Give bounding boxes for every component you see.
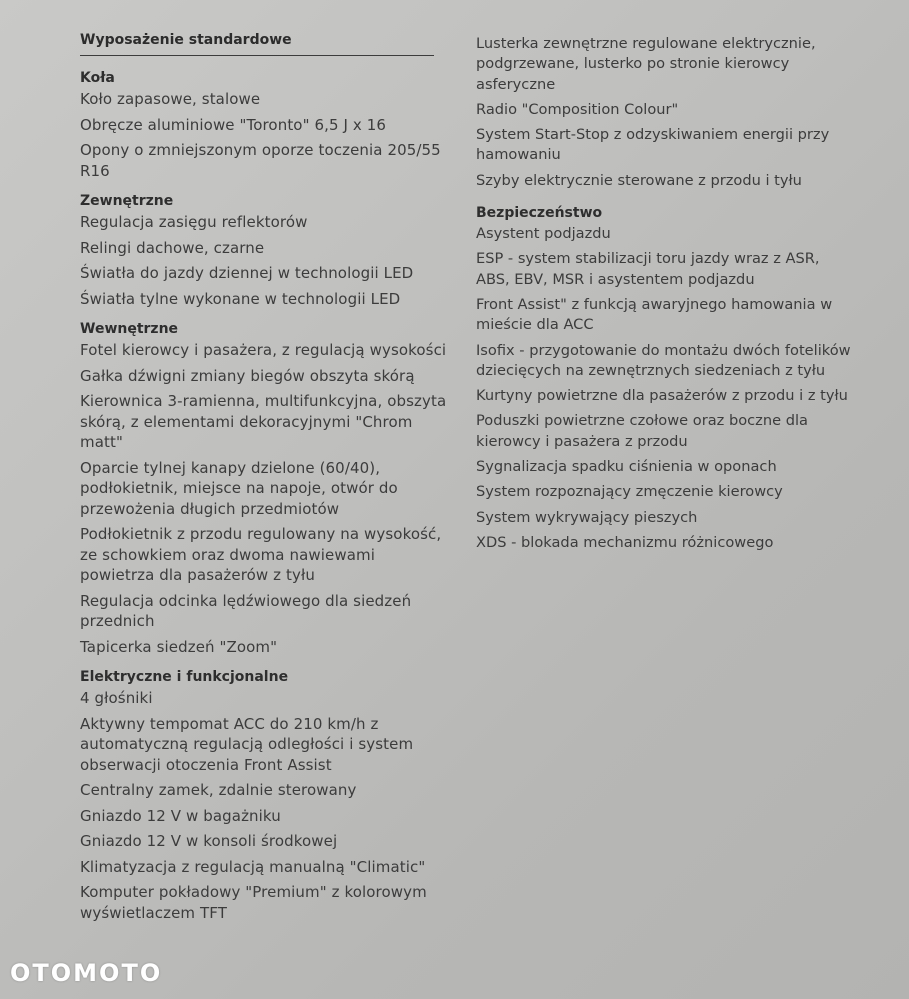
list-item: Centralny zamek, zdalnie sterowany (80, 781, 357, 799)
list-item: Szyby elektrycznie sterowane z przodu i tyłu (476, 171, 802, 189)
list-item: System Start-Stop z odzyskiwaniem energii przy hamowaniu (476, 126, 830, 164)
section-heading: Zewnętrzne (80, 193, 174, 209)
right-intro-list (476, 34, 856, 191)
list-item: Gniazdo 12 V w konsoli środkowej (80, 832, 338, 850)
list-item: Tapicerka siedzeń "Zoom" (80, 637, 278, 656)
right-sections (476, 204, 856, 564)
list-item: Opony o zmniejszonym oporze toczenia 205/55 R16 (80, 141, 441, 180)
otomoto-logo: OTOMOTO (10, 959, 163, 987)
section (476, 204, 856, 553)
left-sections (80, 69, 450, 934)
section (80, 668, 450, 923)
list-item: Koło zapasowe, stalowe (80, 90, 261, 108)
list-item: Fotel kierowcy i pasażera, z regulacją wysokości (80, 341, 447, 359)
list-item: ESP - system stabilizacji toru jazdy wraz z ASR, ABS, EBV, MSR i asystentem podjazdu (476, 250, 820, 288)
list-item: Regulacja odcinka lędźwiowego dla siedzeń przednich (80, 591, 412, 630)
section (80, 320, 450, 657)
list-item: Podłokietnik z przodu regulowany na wysokość, ze schowkiem oraz dwoma nawiewami powietrza dla pasażerów z tyłu (80, 525, 442, 584)
left-column (80, 32, 450, 934)
list-item: Kierownica 3-ramienna, multifunkcyjna, obszyta skórą, z elementami dekoracyjnymi "Chrom matt" (80, 392, 447, 451)
section (80, 192, 450, 309)
list-item: XDS - blokada mechanizmu różnicowego (476, 533, 774, 551)
list-item: Sygnalizacja spadku ciśnienia w oponach (476, 458, 777, 476)
list-item: Lusterka zewnętrzne regulowane elektrycznie, podgrzewane, lusterko po stronie kierowcy asferyczne (476, 35, 816, 93)
document-title: Wyposażenie standardowe (80, 32, 434, 56)
section-heading: Elektryczne i funkcjonalne (80, 669, 289, 685)
section-heading: Bezpieczeństwo (476, 205, 603, 222)
list-item: Radio "Composition Colour" (476, 100, 679, 118)
list-item: System rozpoznający zmęczenie kierowcy (476, 483, 783, 501)
list-item: Światła do jazdy dziennej w technologii LED (80, 264, 414, 282)
list-item: Aktywny tempomat ACC do 210 km/h z automatyczną regulacją odległości i system obserwacji otoczenia Front Assist (80, 714, 414, 774)
section-heading: Koła (80, 70, 115, 86)
list-item: Asystent podjazdu (476, 225, 611, 243)
list-item: Światła tylne wykonane w technologii LED (80, 289, 401, 308)
list-item: Gniazdo 12 V w bagażniku (80, 806, 281, 825)
list-item: 4 głośniki (80, 689, 153, 707)
list-item: System wykrywający pieszych (476, 508, 698, 526)
section (80, 69, 450, 181)
list-item: Isofix - przygotowanie do montażu dwóch fotelików dziecięcych na zewnętrznych siedzeniach z tyłu (476, 341, 851, 379)
list-item: Regulacja zasięgu reflektorów (80, 213, 308, 231)
list-item: Oparcie tylnej kanapy dzielone (60/40), podłokietnik, miejsce na napoje, otwór do przewożenia długich przedmiotów (80, 458, 398, 518)
list-item: Gałka dźwigni zmiany biegów obszyta skórą (80, 366, 415, 385)
list-item: Klimatyzacja z regulacją manualną "Climatic" (80, 857, 426, 876)
right-column (476, 34, 856, 564)
list-item: Obręcze aluminiowe "Toronto" 6,5 J x 16 (80, 115, 386, 134)
list-item: Front Assist" z funkcją awaryjnego hamowania w mieście dla ACC (476, 295, 833, 334)
list-item: Kurtyny powietrzne dla pasażerów z przodu i z tyłu (476, 387, 848, 405)
list-item: Poduszki powietrzne czołowe oraz boczne dla kierowcy i pasażera z przodu (476, 412, 808, 450)
list-item: Komputer pokładowy "Premium" z kolorowym wyświetlaczem TFT (80, 883, 427, 922)
list-item: Relingi dachowe, czarne (80, 238, 265, 257)
section-heading: Wewnętrzne (80, 321, 179, 337)
